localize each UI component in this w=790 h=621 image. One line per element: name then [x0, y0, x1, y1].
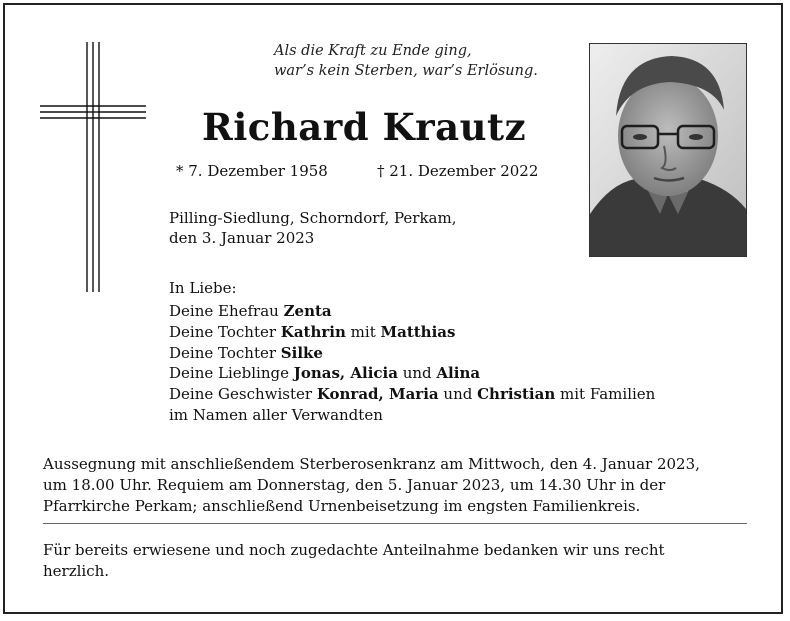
mourner-line	[169, 343, 655, 364]
notice-line: Pfarrkirche Perkam; anschließend Urnenbeisetzung im engsten Familienkreis.	[43, 497, 641, 515]
place-line: Pilling-Siedlung, Schorndorf, Perkam,	[169, 209, 457, 227]
date-line: den 3. Januar 2023	[169, 229, 315, 247]
mourners-intro: In Liebe:	[169, 279, 237, 297]
mourner-text: und	[397, 364, 437, 383]
mourner-name: Alina	[436, 364, 481, 383]
mourner-text: mit	[345, 322, 381, 341]
mourner-name: Zenta	[283, 302, 332, 320]
mourners-list	[169, 301, 655, 426]
thanks-text	[43, 540, 747, 582]
thanks-line: Für bereits erwiesene und noch zugedachte Anteilnahme bedanken wir uns recht	[43, 541, 665, 559]
motto	[274, 41, 538, 81]
mourner-text: Deine Tochter	[169, 343, 281, 362]
mourner-line	[169, 405, 655, 426]
mourner-text: Deine Tochter	[169, 322, 281, 341]
mourner-line	[169, 384, 655, 405]
life-dates	[176, 162, 539, 180]
cross-icon	[40, 42, 146, 292]
mourner-name: Christian	[477, 385, 556, 404]
notice-line: um 18.00 Uhr. Requiem am Donnerstag, den 5. Januar 2023, um 14.30 Uhr in der	[43, 476, 666, 494]
mourner-text: Deine Lieblinge	[169, 364, 294, 383]
thanks-line: herzlich.	[43, 562, 110, 580]
mourner-line	[169, 363, 655, 384]
portrait-photo	[589, 43, 747, 257]
mourner-name: Jonas, Alicia	[293, 364, 398, 383]
mourner-text: im Namen aller Verwandten	[169, 405, 383, 424]
funeral-notice	[43, 454, 747, 517]
mourner-name: Kathrin	[280, 322, 346, 341]
mourner-text: mit Familien	[555, 385, 656, 404]
mourner-name: Matthias	[380, 322, 456, 341]
divider	[43, 523, 747, 524]
death-date: † 21. Dezember 2022	[377, 162, 539, 180]
mourner-name: Konrad, Maria	[316, 385, 439, 404]
motto-line: war’s kein Sterben, war’s Erlösung.	[274, 63, 538, 79]
mourner-line	[169, 301, 655, 322]
mourner-name: Silke	[280, 343, 323, 362]
place-and-date	[169, 208, 456, 248]
deceased-name: Richard Krautz	[202, 105, 527, 149]
mourner-text: und	[438, 385, 478, 404]
motto-line: Als die Kraft zu Ende ging,	[274, 43, 472, 59]
mourner-line	[169, 322, 655, 343]
birth-date: * 7. Dezember 1958	[176, 162, 328, 180]
mourner-text: Deine Ehefrau	[169, 302, 284, 320]
notice-line: Aussegnung mit anschließendem Sterberosenkranz am Mittwoch, den 4. Januar 2023,	[43, 455, 700, 473]
mourner-text: Deine Geschwister	[169, 385, 317, 404]
